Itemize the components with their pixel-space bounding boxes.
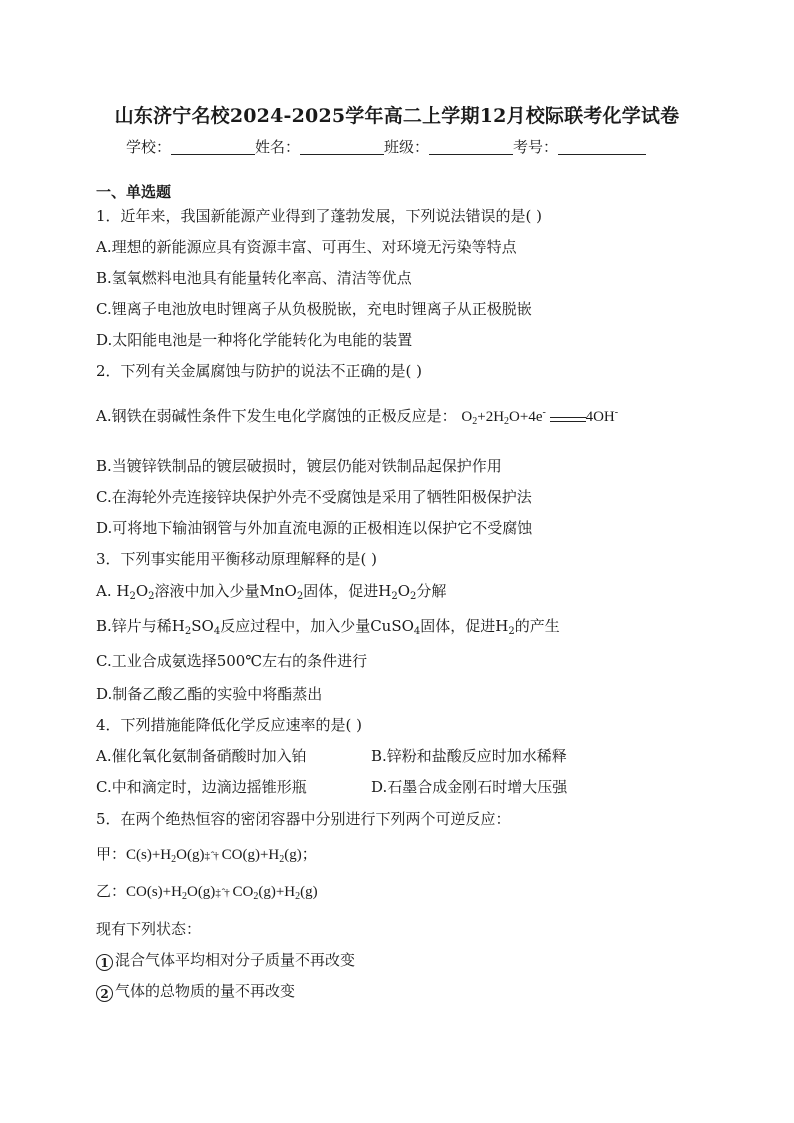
q5-reaction-yi [96,880,318,901]
q4-option-b: B.锌粉和盐酸反应时加水稀释 [371,747,567,765]
sub: 4 [213,626,221,637]
exam-no-blank[interactable] [558,138,646,155]
sub: 2 [410,591,417,602]
eq-sub: 2 [504,416,510,427]
sub: 4 [413,626,421,637]
t: O [397,582,410,600]
q5-states-intro: 现有下列状态： [96,920,202,938]
q1-option-c: C.锂离子电池放电时锂离子从负极脱嵌，充电时锂离子从正极脱嵌 [96,300,532,318]
q2-option-a [96,405,618,426]
q5-stem: 5．在两个绝热恒容的密闭容器中分别进行下列两个可逆反应： [96,810,511,828]
q4-stem: 4．下列措施能降低化学反应速率的是( ) [96,716,363,734]
sub: 2 [279,854,285,865]
t: O(g) [176,847,205,863]
school-blank[interactable] [171,138,255,155]
q2-option-c: C.在海轮外壳连接锌块保护外壳不受腐蚀是采用了牺牲阳极保护法 [96,488,532,506]
q5-state-2 [96,980,295,1002]
t: 甲： [96,847,127,863]
t: 反应过程中，加入少量CuSO [220,617,414,635]
sub: 2 [253,891,259,902]
school-label: 学校： [126,138,172,156]
q2-option-a-text: A.钢铁在弱碱性条件下发生电化学腐蚀的正极反应是： [96,407,457,425]
sub: 2 [148,591,155,602]
q4-option-a: A.催化氧化氨制备硝酸时加入铂 [96,747,307,765]
q5-reaction-jia [96,843,317,864]
class-label: 班级： [384,138,430,156]
t: CO(s)+H [126,884,182,900]
q3-option-a [96,580,446,601]
sub: 2 [184,626,192,637]
section-title: 一、单选题 [96,183,172,201]
t: O(g) [186,884,216,900]
t: CO [232,884,254,900]
q2-option-b: B.当镀锌铁制品的镀层破损时，镀层仍能对铁制品起保护作用 [96,457,502,475]
sub: 2 [295,891,301,902]
t: A. H [96,582,130,600]
q5-state-1 [96,949,355,971]
name-label: 姓名： [255,138,301,156]
t: (g) [300,884,318,900]
eq-sup: - [614,407,619,418]
t: CO(g)+H [221,847,280,863]
sub: 2 [296,591,304,602]
t: 固体，促进H [420,617,509,635]
eq-h: +2H [477,409,505,425]
t: O [135,582,149,600]
class-blank[interactable] [429,138,513,155]
q4-option-d: D.石墨合成金刚石时增大压强 [371,778,568,796]
t: (g)+H [258,884,296,900]
t: (g)； [284,847,317,863]
circled-number-icon: 1 [96,954,113,971]
sub: 2 [129,591,136,602]
sub: 2 [181,891,187,902]
name-blank[interactable] [300,138,384,155]
sub: 2 [171,854,177,865]
t: 乙： [96,884,127,900]
reversible-arrow-icon: ‡ ˆ† [204,850,218,862]
q3-option-d: D.制备乙酸乙酯的实验中将酯蒸出 [96,685,323,703]
q2-stem: 2．下列有关金属腐蚀与防护的说法不正确的是( ) [96,362,423,380]
equals-arrow-icon [550,413,586,423]
q4-option-c: C.中和滴定时，边滴边摇锥形瓶 [96,778,307,796]
student-info-line [126,136,646,157]
eq-o: O [461,409,473,425]
t: 溶液中加入少量MnO [154,582,297,600]
exam-title: 山东济宁名校2024-2025学年高二上学期12月校际联考化学试卷 [114,105,680,127]
sub: 2 [508,626,515,637]
eq-e: O+4e [509,409,543,425]
q3-option-b [96,615,560,636]
sub: 2 [391,591,398,602]
q1-option-d: D.太阳能电池是一种将化学能转化为电能的装置 [96,331,413,349]
state-text: 气体的总物质的量不再改变 [115,982,296,1000]
state-text: 混合气体平均相对分子质量不再改变 [115,951,356,969]
t: C(s)+H [126,847,172,863]
eq-oh: 4OH [585,409,615,425]
q2-option-d: D.可将地下输油钢管与外加直流电源的正极相连以保护它不受腐蚀 [96,519,533,537]
q2-option-a-equation [461,409,618,425]
q3-stem: 3．下列事实能用平衡移动原理解释的是( ) [96,550,378,568]
t: 的产生 [514,617,560,635]
exam-no-label: 考号： [513,138,559,156]
t: SO [191,617,214,635]
q3-option-c: C.工业合成氨选择500℃左右的条件进行 [96,652,368,670]
circled-number-icon: 2 [96,985,113,1002]
q1-option-b: B.氢氧燃料电池具有能量转化率高、清洁等优点 [96,269,412,287]
t: B.锌片与稀H [96,617,185,635]
reversible-arrow-icon: ‡ ˆ† [215,887,229,899]
t: 固体，促进H [303,582,392,600]
eq-sub: 2 [472,416,478,427]
t: 分解 [416,582,447,600]
eq-sup: - [542,407,546,418]
q1-option-a: A.理想的新能源应具有资源丰富、可再生、对环境无污染等特点 [96,238,517,256]
q1-stem: 1．近年来，我国新能源产业得到了蓬勃发展，下列说法错误的是( ) [96,207,543,225]
